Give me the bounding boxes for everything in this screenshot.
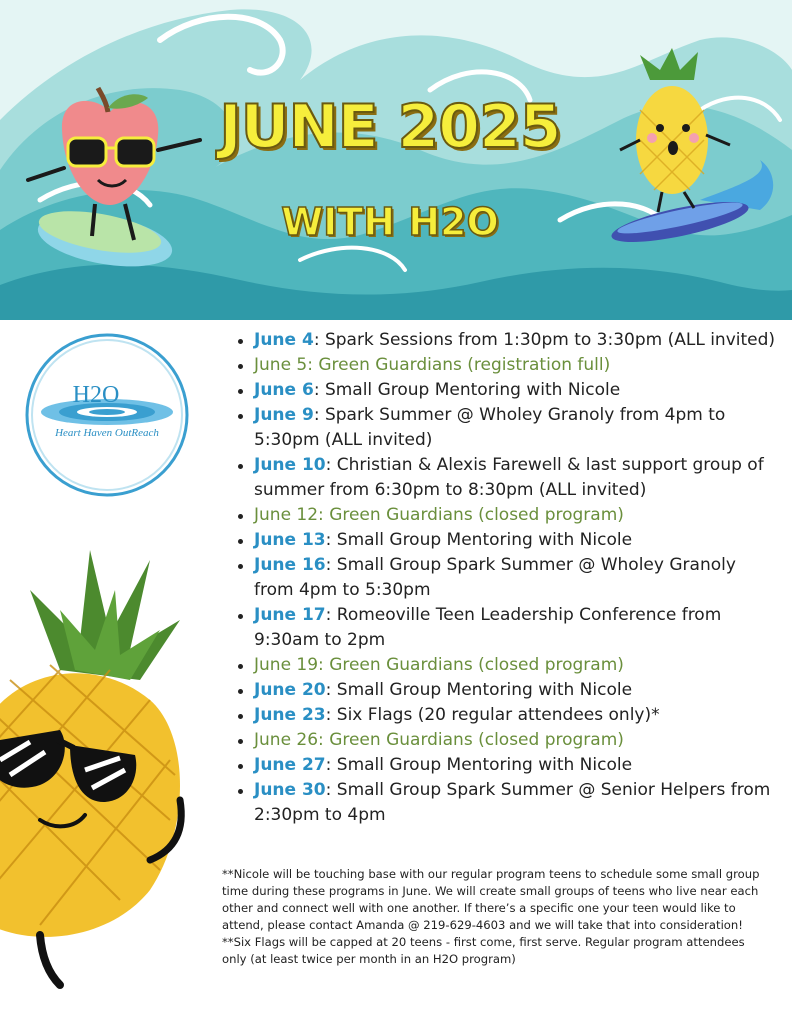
event-text: : Six Flags (20 regular attendees only)* (325, 705, 660, 725)
event-list (232, 328, 780, 828)
event-item (232, 753, 780, 778)
page-subtitle: WITH H2O (281, 200, 499, 244)
event-item (232, 653, 780, 678)
event-item (232, 403, 780, 453)
event-date: June 6 (254, 380, 314, 400)
event-date: June 17 (254, 605, 326, 625)
event-item (232, 728, 780, 753)
event-date: June 16 (254, 555, 326, 575)
org-logo (24, 332, 190, 498)
event-text: : Small Group Mentoring with Nicole (325, 530, 633, 550)
footnotes (222, 866, 770, 968)
pineapple-sunglasses-icon (0, 530, 200, 990)
event-text: : Christian & Alexis Farewell & last support group of summer from 6:30pm to 8:30pm (ALL invited) (254, 455, 764, 500)
event-text: June 26: Green Guardians (closed program) (254, 730, 624, 750)
event-text: : Spark Summer @ Wholey Granoly from 4pm to 5:30pm (ALL invited) (254, 405, 726, 450)
header-banner (0, 0, 792, 320)
event-text: June 5: Green Guardians (registration full) (254, 355, 611, 375)
event-text: : Small Group Mentoring with Nicole (325, 680, 633, 700)
event-item (232, 703, 780, 728)
event-text: : Romeoville Teen Leadership Conference from 9:30am to 2pm (254, 605, 722, 650)
event-item (232, 353, 780, 378)
event-item (232, 503, 780, 528)
event-item (232, 453, 780, 503)
event-text: : Small Group Mentoring with Nicole (325, 755, 633, 775)
logo-org-name: Heart Haven OutReach (55, 427, 159, 439)
event-text: : Small Group Spark Summer @ Senior Helpers from 2:30pm to 4pm (254, 780, 771, 825)
event-text: : Small Group Mentoring with Nicole (313, 380, 621, 400)
event-item (232, 678, 780, 703)
event-text: June 12: Green Guardians (closed program) (254, 505, 624, 525)
event-date: June 10 (254, 455, 326, 475)
event-date: June 30 (254, 780, 326, 800)
event-date: June 27 (254, 755, 326, 775)
event-item (232, 528, 780, 553)
event-date: June 23 (254, 705, 326, 725)
event-item (232, 778, 780, 828)
footnote-mentoring: **Nicole will be touching base with our regular program teens to schedule some small group time during these programs in June. We will create small groups of teens who live near each other and connect well with one another. If there’s a specific one your teen would like to attend, please contact Amanda @ 219-629-4603 and we will take that into consideration! (222, 867, 760, 932)
event-text: : Small Group Spark Summer @ Wholey Granoly from 4pm to 5:30pm (254, 555, 736, 600)
logo-mark: H2O (72, 382, 120, 408)
event-text: : Spark Sessions from 1:30pm to 3:30pm (ALL invited) (313, 330, 776, 350)
footnote-six-flags: **Six Flags will be capped at 20 teens - first come, first serve. Regular program attendees only (at least twice per month in an H2O program) (222, 935, 745, 966)
event-item (232, 603, 780, 653)
event-text: June 19: Green Guardians (closed program) (254, 655, 624, 675)
event-date: June 20 (254, 680, 326, 700)
event-date: June 13 (254, 530, 326, 550)
event-item (232, 553, 780, 603)
page-title: JUNE 2025 (219, 92, 561, 162)
event-date: June 9 (254, 405, 314, 425)
event-item (232, 378, 780, 403)
event-date: June 4 (254, 330, 314, 350)
event-item (232, 328, 780, 353)
